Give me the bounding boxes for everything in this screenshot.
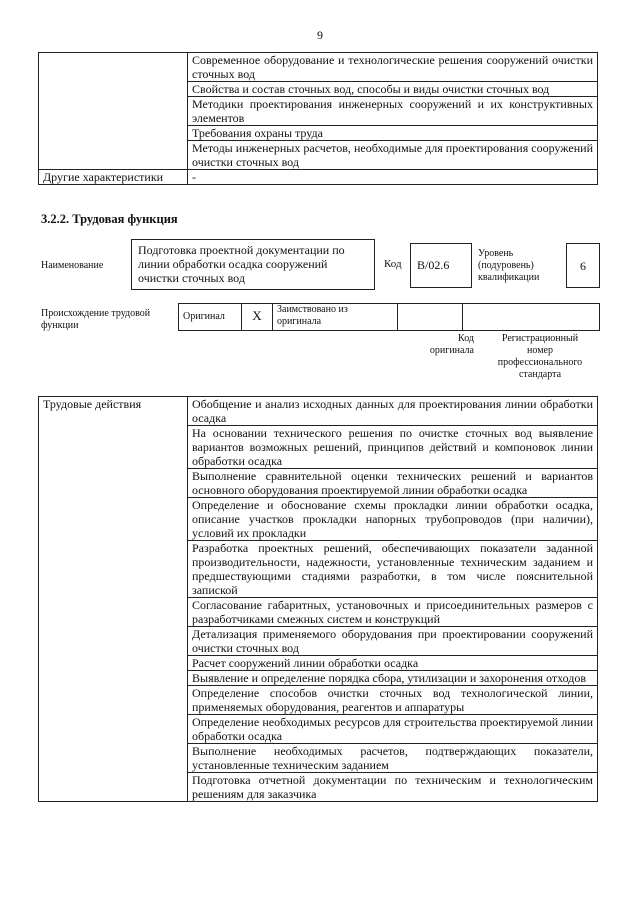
action-item: Определение необходимых ресурсов для строительства проектируемой линии обработки осадка	[188, 715, 598, 744]
origin-label: Происхождение трудовой функции	[41, 308, 151, 331]
borrowed-label: Заимствовано из оригинала	[273, 304, 398, 331]
table-cell: Свойства и состав сточных вод, способы и виды очистки сточных вод	[188, 82, 598, 97]
knowledge-table	[38, 52, 598, 185]
action-item: Обобщение и анализ исходных данных для проектирования линии обработки осадка	[188, 397, 598, 426]
original-mark-text: X	[252, 308, 262, 323]
actions-label: Трудовые действия	[39, 397, 188, 802]
row-label	[39, 53, 188, 170]
action-item: Разработка проектных решений, обеспечивающих показатели заданной производительности, надежности, установленные техническим заданием и предшествующими стадиями разработки, в том числе пояснительной запиской	[188, 541, 598, 598]
table-row	[39, 170, 598, 185]
function-name: Подготовка проектной документации по линии обработки осадка сооружений очистки сточных вод	[131, 239, 375, 290]
code-caption: Код оригинала	[429, 333, 474, 356]
row-label: Другие характеристики	[39, 170, 188, 185]
original-label	[179, 304, 242, 331]
action-item: Согласование габаритных, установочных и присоединительных размеров с разработчиками смежных систем и конструкций	[188, 598, 598, 627]
function-code: B/02.6	[410, 243, 472, 288]
origin-table	[178, 303, 600, 331]
action-item: Выполнение сравнительной оценки технических решений и вариантов основного оборудования проектируемой линии обработки осадка	[188, 469, 598, 498]
qualification-level: 6	[566, 243, 600, 288]
action-item: Определение и обоснование схемы прокладки линии обработки осадка, описание участков прокладки напорных трубопроводов (при наличии), условий их прокладки	[188, 498, 598, 541]
action-item: Выполнение необходимых расчетов, подтверждающих показатели, установленные техническим заданием	[188, 744, 598, 773]
table-cell: Методики проектирования инженерных сооружений и их конструктивных элементов	[188, 97, 598, 126]
original-code-cell	[398, 304, 463, 331]
table-row	[39, 53, 598, 82]
action-item: Детализация применяемого оборудования при проектировании сооружений очистки сточных вод	[188, 627, 598, 656]
table-row	[179, 304, 600, 331]
action-item: Выявление и определение порядка сбора, утилизации и захоронения отходов	[188, 671, 598, 686]
table-row	[39, 397, 598, 426]
table-cell: Методы инженерных расчетов, необходимые для проектирования сооружений очистки сточных вод	[188, 141, 598, 170]
action-item: Подготовка отчетной документации по техническим и технологическим решениям для заказчика	[188, 773, 598, 802]
qualification-level-label: Уровень (подуровень) квалификации	[478, 248, 540, 283]
table-cell: Современное оборудование и технологические решения сооружений очистки сточных вод	[188, 53, 598, 82]
section-heading: 3.2.2. Трудовая функция	[41, 212, 178, 226]
original-label-text: Оригинал	[183, 311, 225, 322]
reg-number-cell	[463, 304, 600, 331]
original-mark	[242, 304, 273, 331]
actions-table	[38, 396, 598, 802]
action-item: На основании технического решения по очистке сточных вод выявление вариантов возможных решений, принципов действий и компоновок линии обработки осадка	[188, 426, 598, 469]
page-number: 9	[317, 28, 323, 42]
action-item: Определение способов очистки сточных вод технологической линии, применяемых оборудования, реагентов и аппаратуры	[188, 686, 598, 715]
action-item: Расчет сооружений линии обработки осадка	[188, 656, 598, 671]
table-cell: -	[188, 170, 598, 185]
name-label: Наименование	[41, 260, 104, 271]
table-cell: Требования охраны труда	[188, 126, 598, 141]
code-label: Код	[384, 258, 402, 270]
reg-caption: Регистрационный номер профессионального стандарта	[497, 333, 583, 380]
